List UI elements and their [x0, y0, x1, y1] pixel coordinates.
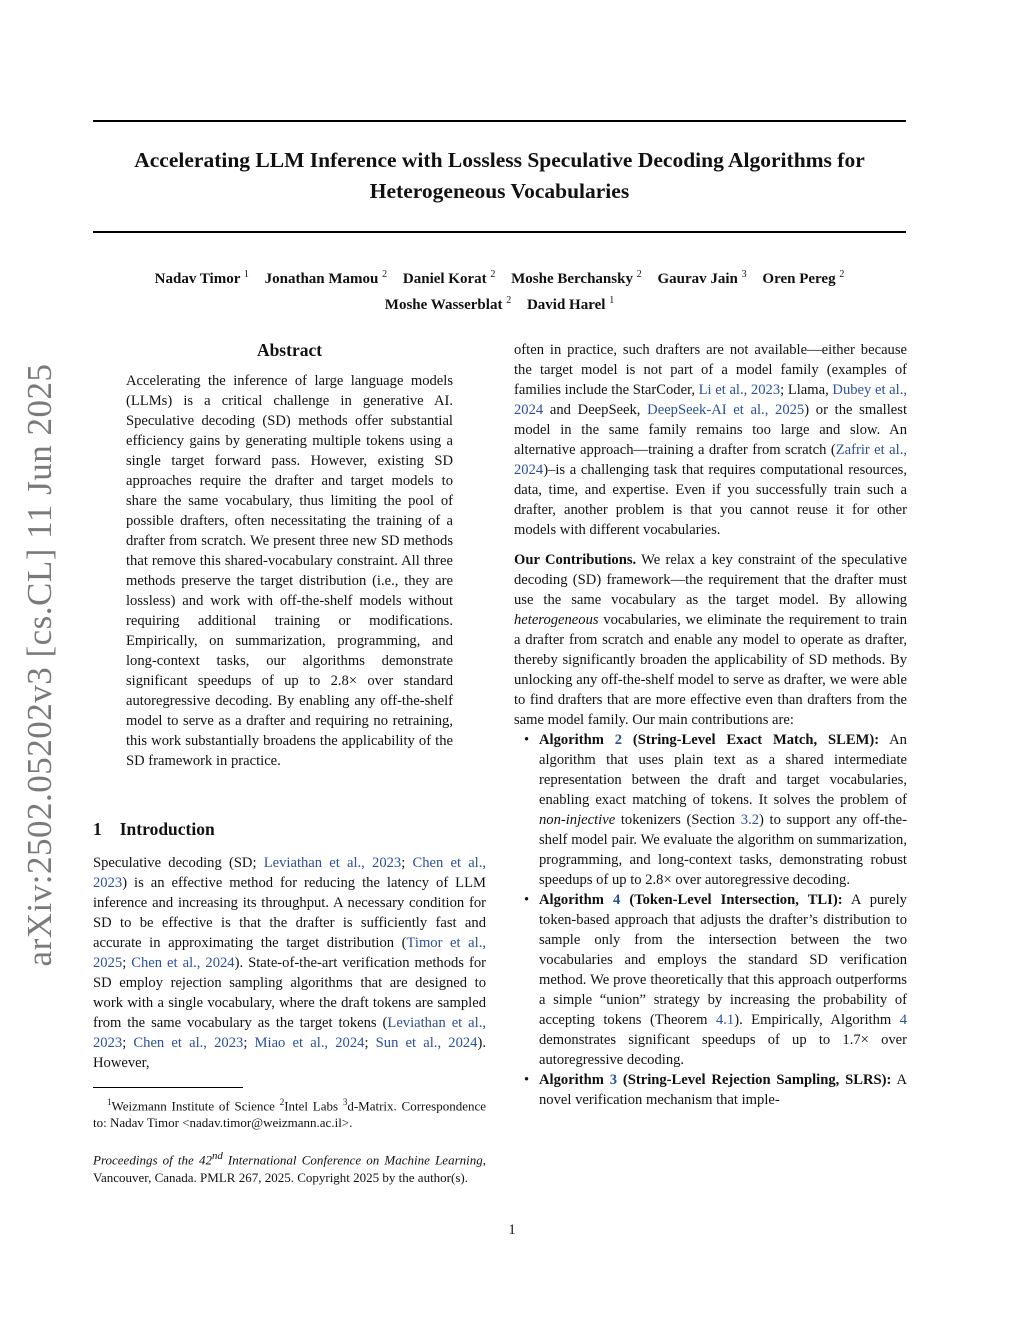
list-item: • Algorithm 2 (String-Level Exact Match, SLEM): An algorithm that uses plain text as a shared intermediate representation between the draft and target vocabularies, enabling exact matching of tokens. It solves the problem of non-injective tokenizers (Section 3.2) to support any off-the-shelf model pair. We evaluate the algorithm on summarization, programming, and long-context tasks, demonstrating robust speedups of up to 2.8× over autoregressive decoding.	[524, 732, 907, 888]
contributions-heading: Our Contributions.	[514, 552, 637, 568]
author: Moshe Berchansky $^2$	[511, 269, 642, 287]
author: Daniel Korat $^2$	[402, 269, 496, 287]
title-line-1: Accelerating LLM Inference with Lossless Speculative Decoding Algorithms for	[134, 148, 865, 172]
author: Nadav Timor $^1$	[154, 269, 249, 287]
author: David Harel $^1$	[526, 295, 615, 313]
title-line-2: Heterogeneous Vocabularies	[369, 179, 630, 203]
citation-link[interactable]: Sun et al., 2024	[375, 1035, 478, 1051]
affiliation-footnote: $^1$Weizmann Institute of Science $^2$Intel Labs $^3$d-Matrix. Correspondence to: Nadav Timor <nadav.timor@weizmann.ac.il>.	[93, 1097, 487, 1131]
page-number: 1	[508, 1222, 516, 1238]
citation-link[interactable]: Chen et al., 2024	[131, 955, 235, 971]
algorithm-link[interactable]: 3	[609, 1072, 618, 1088]
intro-paragraph-continued: often in practice, such drafters are not available—either because the target model is not part of a model family (examples of families include the StarCoder, Li et al., 2023; Llama, Dubey et al., 2024 and DeepSeek, DeepSeek-AI et al., 2025) or the smallest model in the same family remains too large and slow. An alternative approach—training a drafter from scratch (Zafrir et al., 2024)–is a challenging task that requires computational resources, data, time, and expertise. Even if you successfully train such a drafter, another problem is that you cannot reuse it for other models with different vocabularies.	[514, 342, 908, 538]
section-heading-introduction: 1 Introduction	[93, 819, 215, 839]
arxiv-id-text: arXiv:2502.05202v3 [cs.CL] 11 Jun 2025	[20, 363, 59, 967]
algorithm-link[interactable]: 4	[612, 892, 621, 908]
list-item: • Algorithm 4 (Token-Level Intersection, TLI): A purely token-based approach that adjusts the drafter’s distribution to sample only from the intersection between the two vocabularies and employs the standard SD verification method. We prove theoretically that this approach outperforms a simple “union” strategy by increasing the probability of accepting tokens (Theorem 4.1). Empirically, Algorithm 4 demonstrates significant speedups of up to 1.7× over autoregressive decoding.	[524, 892, 907, 1068]
theorem-link[interactable]: 4.1	[715, 1012, 735, 1028]
bullet-icon: •	[524, 732, 530, 748]
algorithm-link[interactable]: 2	[614, 732, 623, 748]
algorithm-link[interactable]: 4	[899, 1012, 907, 1028]
paper-title	[93, 145, 906, 207]
citation-link[interactable]: Chen et al., 2023	[133, 1035, 244, 1051]
citation-link[interactable]: Leviathan et al., 2023	[93, 1015, 486, 1051]
footnote-rule	[93, 1087, 243, 1088]
author: Gaurav Jain $^3$	[657, 269, 747, 287]
author: Moshe Wasserblat $^2$	[384, 295, 512, 313]
list-item: • Algorithm 3 (String-Level Rejection Sampling, SLRS): A novel verification mechanism that imple-	[524, 1072, 907, 1108]
contributions-paragraph: Our Contributions. We relax a key constraint of the speculative decoding (SD) framework—the requirement that the drafter must use the same vocabulary as the target model. By allowing heterogeneous vocabularies, we eliminate the requirement to train a drafter from scratch and enable any model to operate as drafter, thereby significantly broaden the applicability of SD methods. By unlocking any off-the-shelf model to serve as drafter, we were able to find drafters that are more effective even than drafters from the same model family. Our main contributions are:	[514, 552, 908, 728]
citation-link[interactable]: Chen et al., 2023	[93, 855, 487, 891]
right-column	[514, 340, 907, 1110]
author-list	[93, 264, 906, 316]
citation-link[interactable]: Li et al., 2023	[698, 382, 781, 398]
citation-link[interactable]: DeepSeek-AI et al., 2025	[647, 402, 805, 418]
section-link[interactable]: 3.2	[740, 812, 760, 828]
citation-link[interactable]: Dubey et al., 2024	[514, 382, 907, 418]
bullet-icon: •	[524, 892, 530, 908]
bullet-icon: •	[524, 1072, 530, 1088]
author: Jonathan Mamou $^2$	[264, 269, 388, 287]
citation-link[interactable]: Zafrir et al., 2024	[514, 442, 908, 478]
citation-link[interactable]: Timor et al., 2025	[93, 935, 486, 971]
author: Oren Pereg $^2$	[762, 269, 845, 287]
abstract-text: Accelerating the inference of large language models (LLMs) is a critical challenge in generative AI. Speculative decoding (SD) methods offer substantial efficiency gains by generating multiple tokens using a single target forward pass. However, existing SD approaches require the drafter and target models to share the same vocabulary, thus limiting the pool of possible drafters, often necessitating the training of a drafter from scratch. We present three new SD methods that remove this shared-vocabulary constraint. All three methods preserve the target distribution (i.e., they are lossless) and work with off-the-shelf models without requiring additional training or modifications. Empirically, on summarization, programming, and long-context tasks, our algorithms demonstrate significant speedups of up to 2.8× over standard autoregressive decoding. By enabling any off-the-shelf model to serve as a drafter and requiring no retraining, this work substantially broadens the applicability of the SD framework in practice.	[126, 373, 453, 769]
left-column	[93, 335, 486, 1186]
proceedings-note: Proceedings of the 42nd International Conference on Machine Learning, Vancouver, Canada. PMLR 267, 2025. Copyright 2025 by the author(s).	[93, 1150, 486, 1185]
title-rule-top	[93, 120, 906, 122]
citation-link[interactable]: Miao et al., 2024	[254, 1035, 365, 1051]
introduction-paragraph: Speculative decoding (SD; Leviathan et al., 2023; Chen et al., 2023) is an effective method for reducing the latency of LLM inference and increasing its throughput. A necessary condition for SD to be effective is that the drafter is sufficiently fast and accurate in approximating the target distribution (Timor et al., 2025; Chen et al., 2024). State-of-the-art verification methods for SD employ rejection sampling algorithms that are designed to work with a single vocabulary, where the draft tokens are sampled from the same vocabulary as the target tokens (Leviathan et al., 2023; Chen et al., 2023; Miao et al., 2024; Sun et al., 2024). However,	[93, 855, 487, 1071]
contributions-list	[514, 730, 907, 1110]
abstract-heading: Abstract	[256, 340, 323, 360]
citation-link[interactable]: Leviathan et al., 2023	[263, 855, 402, 871]
title-rule-bottom	[93, 231, 906, 233]
